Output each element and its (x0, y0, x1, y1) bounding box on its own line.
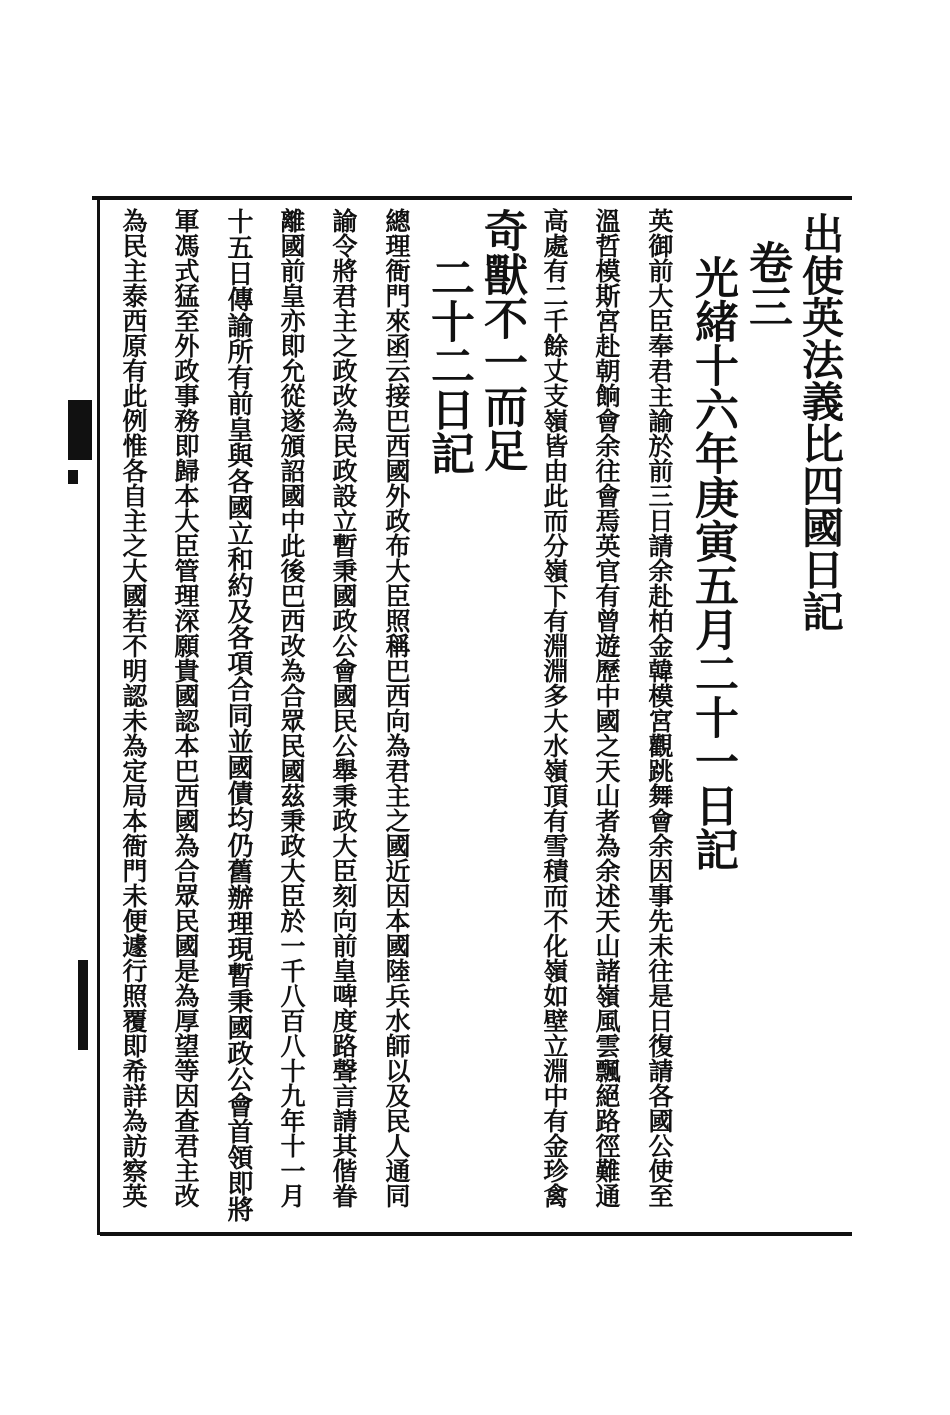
text-column: 十五日傳諭所有前皇與各國立和約及各項合同並國債均仍舊辦理現暫秉國政公會首領即將 (223, 208, 253, 1222)
text-column: 為民主泰西原有此例惟各自主之大國若不明認未為定局本衙門未便遽行照覆即希詳為訪察英 (119, 208, 148, 1208)
gutter-marks (68, 400, 98, 1080)
book-title: 出使英法義比四國日記 (796, 212, 845, 632)
gutter-mark (68, 400, 92, 460)
text-column: 溫哲模斯宮赴朝餉會余往會焉英官有曾遊歷中國之天山者為余述天山諸嶺風雲飄絕路徑難通 (592, 208, 621, 1208)
text-column: 高處有二千餘丈支嶺皆由此而分嶺下有淵淵多大水嶺頂有雪積而不化嶺如壁立淵中有金珍禽 (540, 208, 569, 1208)
text-column: 諭令將君主之政改為民政設立暫秉國政公會國民公舉秉政大臣刻向前皇啤度路聲言請其偕眷 (329, 208, 358, 1208)
entry-heading-21: 光緒十六年庚寅五月二十一日記 (687, 255, 738, 871)
volume-label: 卷三 (741, 240, 792, 328)
text-column: 奇獸不一而足 (476, 208, 527, 472)
text-column: 軍馮式猛至外政事務即歸本大臣管理深願貴國認本巴西國為合眾民國是為厚望等因查君主改 (171, 208, 200, 1208)
entry-heading-22: 二十二日記 (423, 255, 474, 475)
text-column: 總理衙門來函云接巴西國外政布大臣照稱巴西向為君主之國近因本國陸兵水師以及民人通同 (382, 208, 411, 1208)
gutter-mark (78, 960, 88, 1050)
bottom-border-rule (100, 1232, 852, 1236)
text-column: 英御前大臣奉君主諭於前三日請余赴柏金韓模宮觀跳舞會余因事先未往是日復請各國公使至 (645, 208, 674, 1208)
top-border-rule (92, 196, 852, 200)
gutter-mark (68, 470, 78, 484)
text-column: 離國前皇亦即允從遂頒詔國中此後巴西改為合眾民國茲秉政大臣於一千八百八十九年十一月 (277, 208, 306, 1208)
